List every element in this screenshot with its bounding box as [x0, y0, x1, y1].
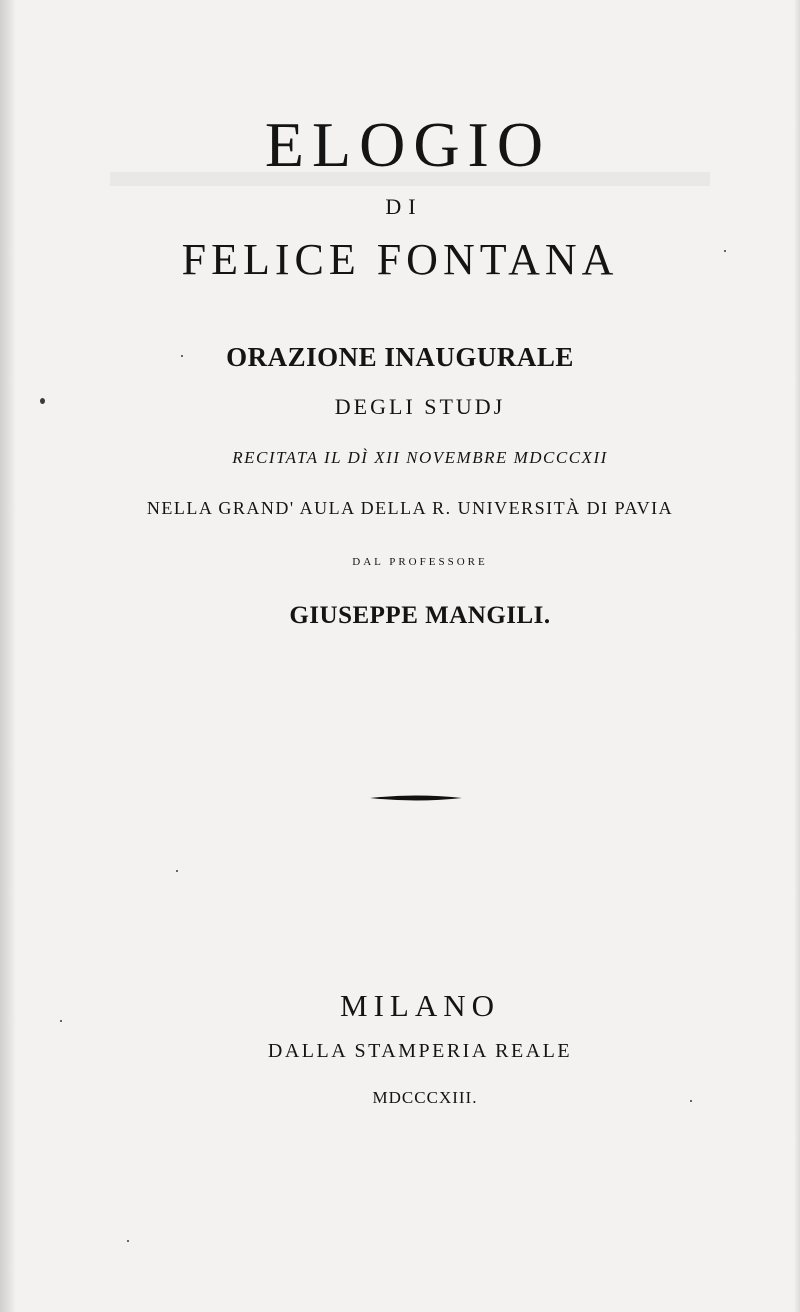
- ornamental-rule: [370, 794, 462, 802]
- studies-line: DEGLI STUDJ: [334, 394, 506, 419]
- imprint-printer: DALLA STAMPERIA REALE: [267, 1040, 573, 1062]
- oration-heading: ORAZIONE INAUGURALE: [226, 342, 574, 372]
- by-line: DAL PROFESSORE: [352, 556, 488, 568]
- subject-name: FELICE FONTANA: [181, 235, 619, 284]
- recitation-date: RECITATA IL DÌ XII NOVEMBRE MDCCCXII: [232, 448, 608, 467]
- imprint-city: MILANO: [340, 988, 500, 1023]
- imprint-year: MDCCCXIII.: [372, 1088, 478, 1107]
- book-title: ELOGIO: [264, 109, 552, 180]
- venue-line: NELLA GRAND' AULA DELLA R. UNIVERSITÀ DI PAVIA: [146, 498, 674, 518]
- title-connector: DI: [385, 194, 423, 219]
- author-name: GIUSEPPE MANGILI.: [289, 602, 551, 629]
